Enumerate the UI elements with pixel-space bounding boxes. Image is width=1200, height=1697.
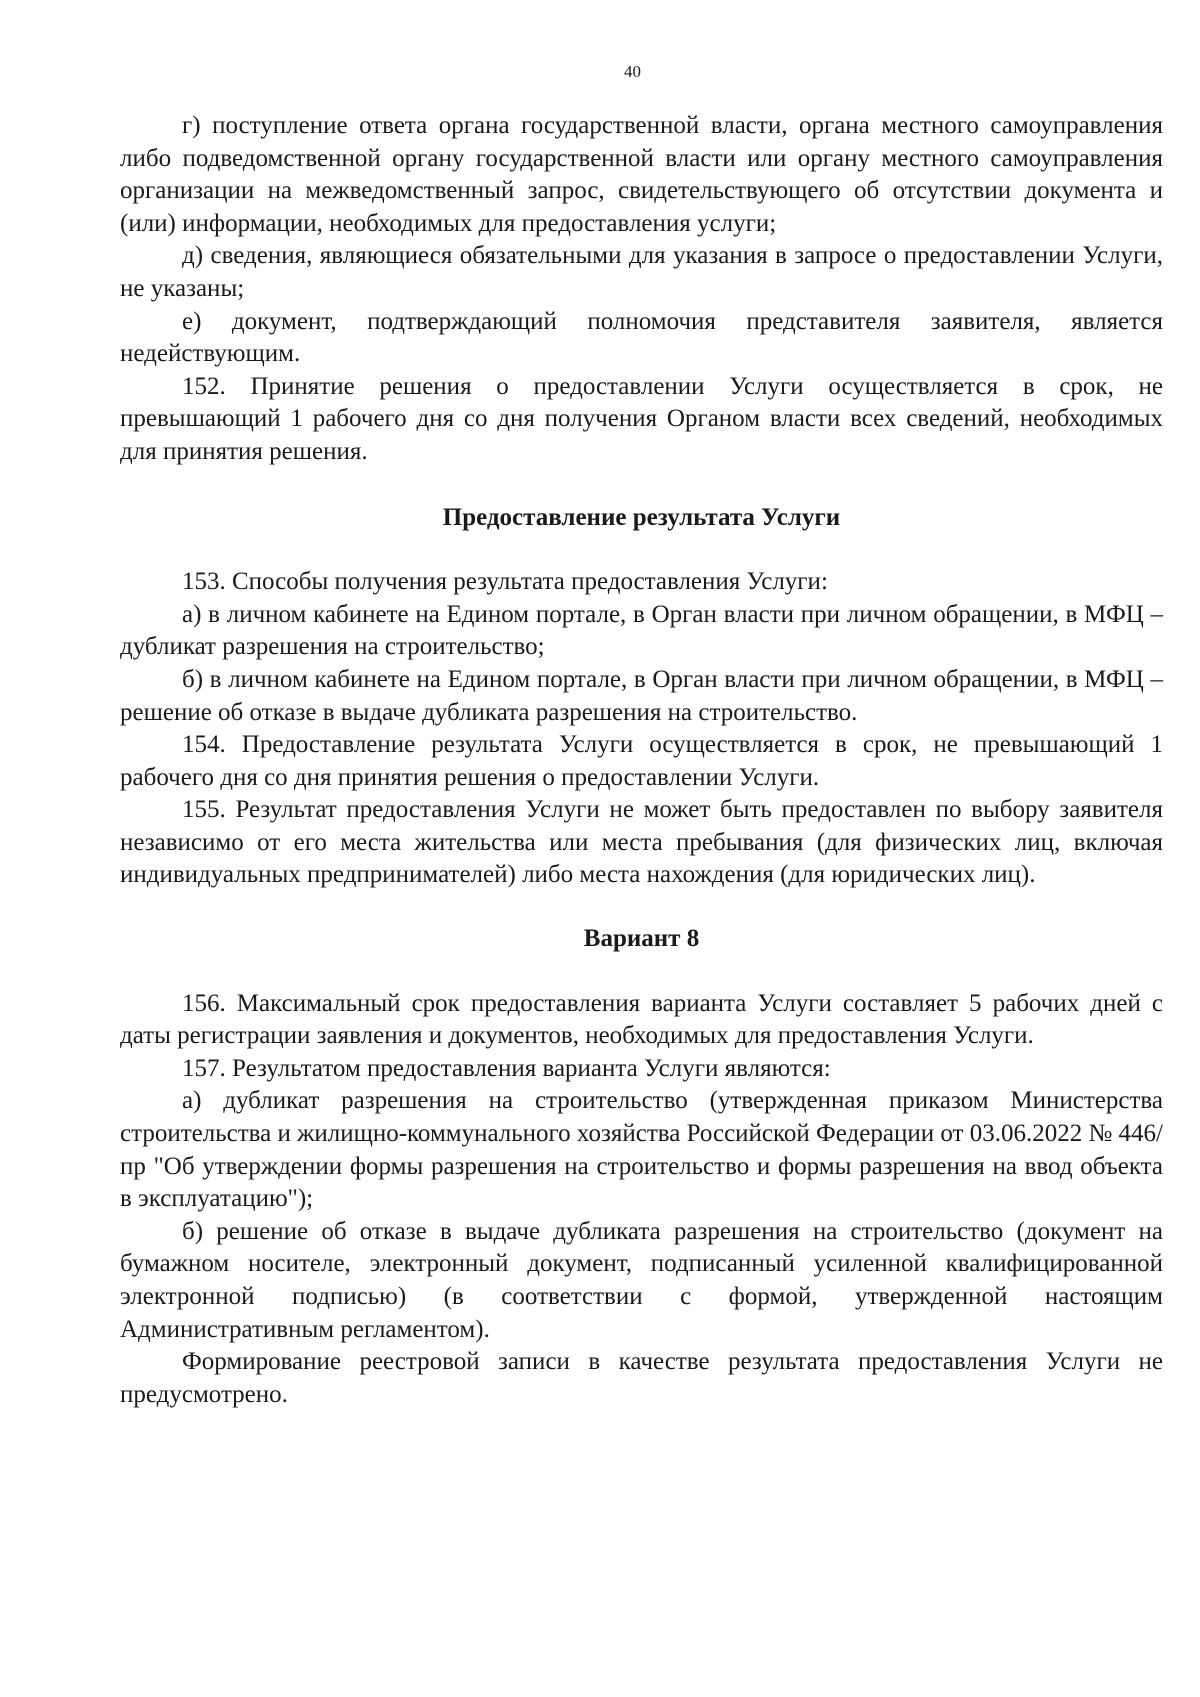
paragraph-registry-note: Формирование реестровой записи в качестве результата предоставления Услуги не предусмотрено.	[120, 1348, 1163, 1408]
section-heading-variant-8: Вариант 8	[583, 925, 700, 953]
section-heading-result: Предоставление результата Услуги	[442, 503, 841, 531]
paragraph-item-g: г) поступление ответа органа государственной власти, органа местного самоуправления либо подведомственной органу государственной власти или органу местного самоуправления организации на межведомственный запрос, свидетельствующего об отсутствии документа и (или) информации, необходимых для предоставления услуги;	[120, 112, 1163, 237]
paragraph-157-b: б) решение об отказе в выдаче дубликата разрешения на строительство (документ на бумажном носителе, электронный документ, подписанный усиленной квалифицированной электронной подписью) (в соответствии с формой, утвержденной настоящим Административным регламентом).	[120, 1217, 1163, 1343]
paragraph-157: 157. Результатом предоставления варианта Услуги являются:	[182, 1054, 831, 1082]
paragraph-153-b: б) в личном кабинете на Едином портале, в Орган власти при личном обращении, в МФЦ – решение об отказе в выдаче дубликата разрешения на строительство.	[120, 665, 1163, 726]
page-number: 40	[624, 62, 641, 81]
paragraph-155: 155. Результат предоставления Услуги не может быть предоставлен по выбору заявителя независимо от его места жительства или места пребывания (для физических лиц, включая индивидуальных предпринимателей) либо места нахождения (для юридических лиц).	[120, 796, 1163, 889]
paragraph-item-d: д) сведения, являющиеся обязательными для указания в запросе о предоставлении Услуги, не указаны;	[120, 242, 1163, 302]
paragraph-157-a: а) дубликат разрешения на строительство (утвержденная приказом Министерства строительства и жилищно-коммунального хозяйства Российской Федерации от 03.06.2022 № 446/пр "Об утверждении формы разрешения на строительство и формы разрешения на ввод объекта в эксплуатацию");	[120, 1087, 1163, 1213]
paragraph-153-a: а) в личном кабинете на Едином портале, в Орган власти при личном обращении, в МФЦ – дубликат разрешения на строительство;	[120, 600, 1163, 661]
paragraph-154: 154. Предоставление результата Услуги осуществляется в срок, не превышающий 1 рабочего дня со дня принятия решения о предоставлении Услуги.	[120, 731, 1163, 791]
paragraph-152: 152. Принятие решения о предоставлении Услуги осуществляется в срок, не превышающий 1 рабочего дня со дня получения Органом власти всех сведений, необходимых для принятия решения.	[120, 372, 1163, 465]
document-body	[120, 110, 1163, 1411]
paragraph-item-e: е) документ, подтверждающий полномочия представителя заявителя, является недействующим.	[120, 307, 1163, 368]
paragraph-156: 156. Максимальный срок предоставления варианта Услуги составляет 5 рабочих дней с даты регистрации заявления и документов, необходимых для предоставления Услуги.	[120, 989, 1163, 1050]
paragraph-153: 153. Способы получения результата предоставления Услуги:	[182, 568, 828, 596]
